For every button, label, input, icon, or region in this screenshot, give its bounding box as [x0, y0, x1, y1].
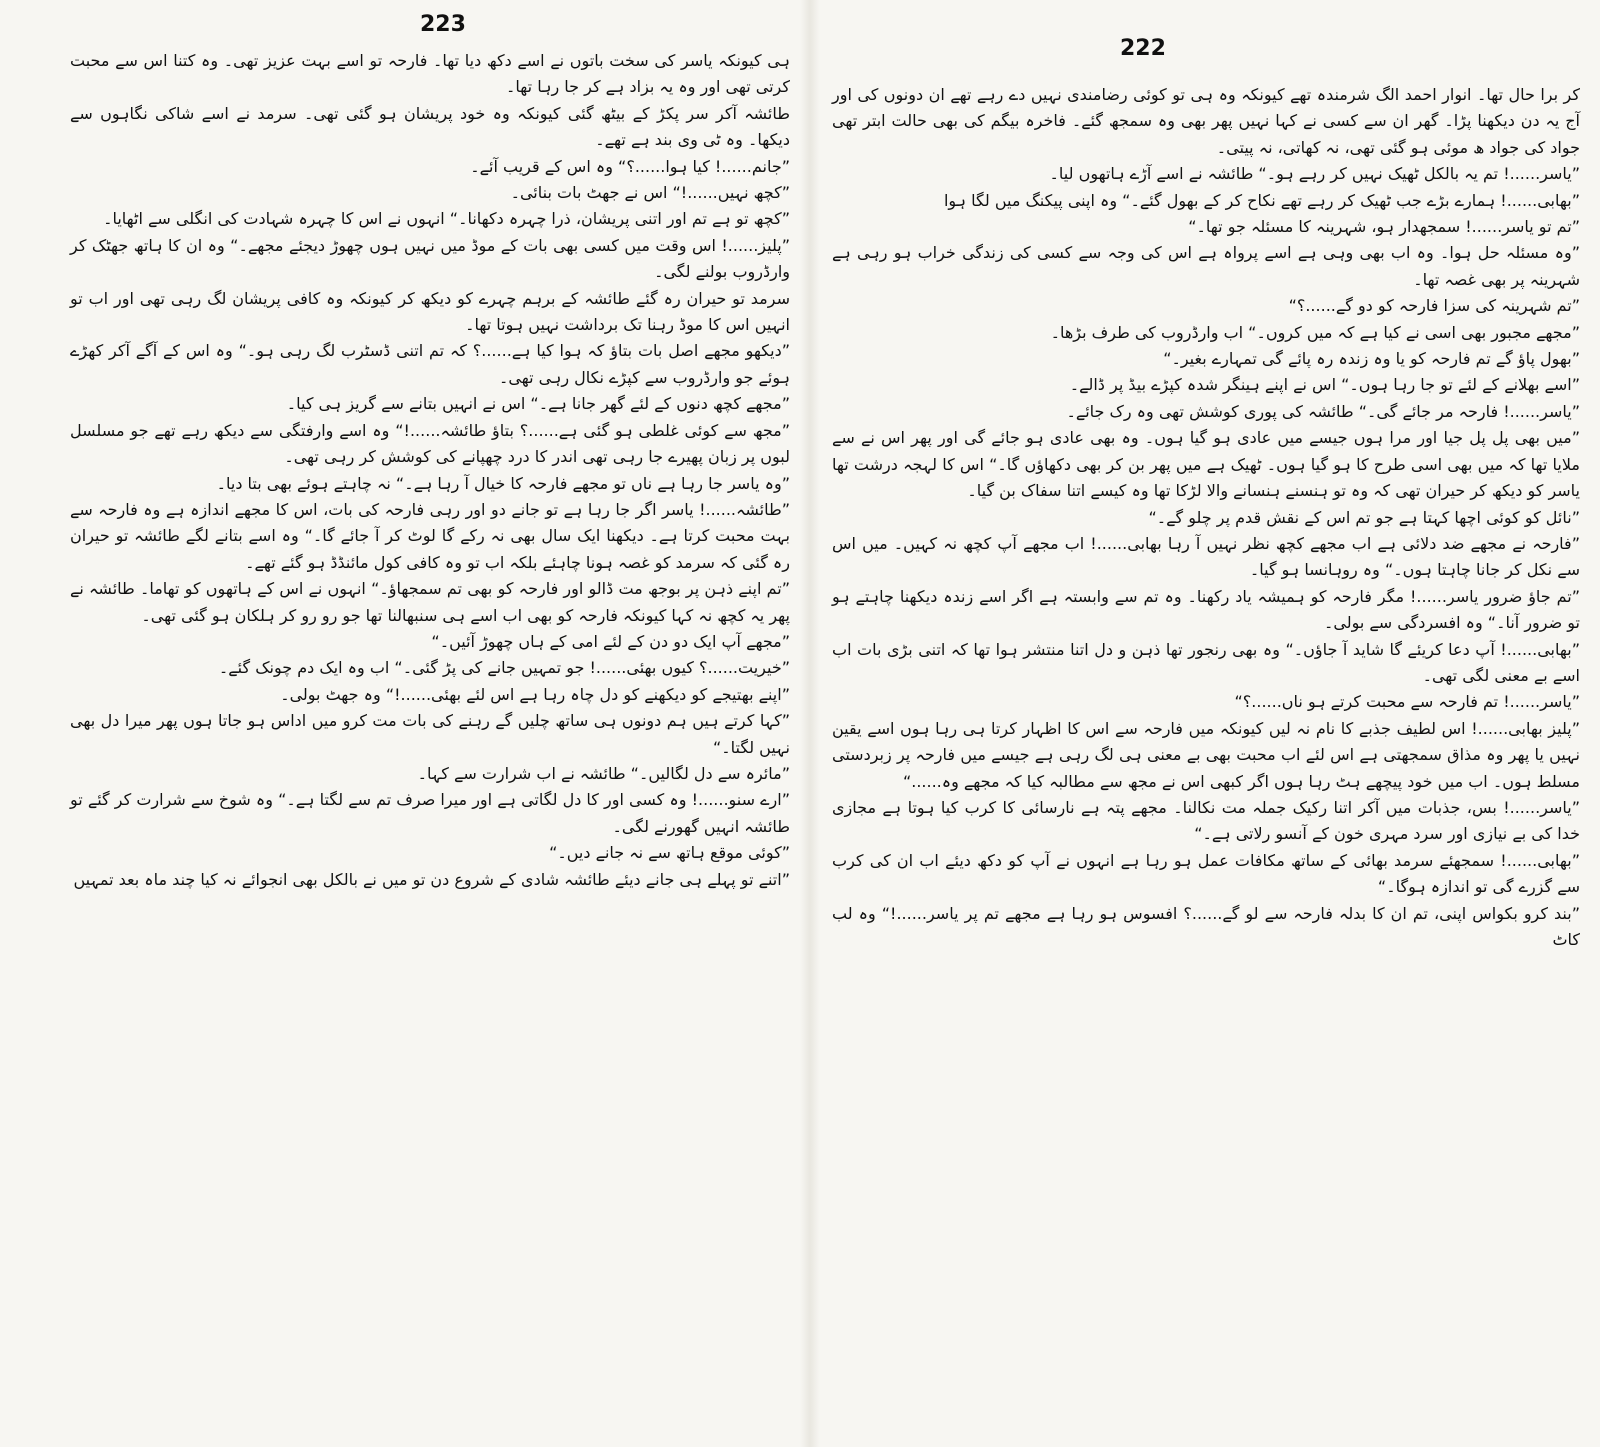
paragraph: ”اپنے بھتیجے کو دیکھنے کو دل چاہ رہا ہے اس لئے بھئی......!“ وہ جھٹ بولی۔: [280, 684, 790, 704]
paragraph: ”تم تو یاسر......! سمجھدار ہو، شہرینہ کا مسئلہ جو تھا۔“: [1188, 217, 1580, 237]
left-page-number: 223: [420, 12, 466, 37]
paragraph: ”مجھ سے کوئی غلطی ہو گئی ہے......؟ بتاؤ طائشہ......!“ وہ اسے وارفتگی سے دیکھ رہے تھے جو مسلسل لبوں پر زبان پھیرے جا رہی تھی اندر کا درد چھپانے کی کوشش کر رہی تھی۔: [70, 420, 790, 467]
right-page-text: [832, 82, 1580, 953]
paragraph: طائشہ آکر سر پکڑ کے بیٹھ گئی کیونکہ وہ خود پریشان ہو گئی تھی۔ سرمد نے اسے شاکی نگاہوں سے دیکھا۔ وہ ٹی وی بند ہے تھے۔: [70, 103, 790, 150]
paragraph: ”یاسر......! فارحہ مر جائے گی۔“ طائشہ کی پوری کوشش تھی وہ رک جائے۔: [1066, 401, 1580, 421]
paragraph: ”کچھ نہیں......!“ اس نے جھٹ بات بنائی۔: [510, 183, 790, 203]
paragraph: ”کوئی موقع ہاتھ سے نہ جانے دیں۔“: [549, 843, 790, 863]
paragraph: ”وہ یاسر جا رہا ہے ناں تو مجھے فارحہ کا خیال آ رہا ہے۔“ نہ چاہتے ہوئے بھی بتا دیا۔: [216, 473, 790, 493]
paragraph: ”ارے سنو......! وہ کسی اور کا دل لگاتی ہے اور میرا صرف تم سے لگتا ہے۔“ وہ شوخ سے شرارت کر گئے تو طائشہ انہیں گھورنے لگی۔: [70, 790, 790, 836]
paragraph: ”بھابی......! آپ دعا کریئے گا شاید آ جاؤں۔“ وہ بھی رنجور تھا ذہن و دل اتنا منتشر ہوا تھا کہ اتنی بڑی بات اب اسے بے معنی لگی تھی۔: [832, 639, 1580, 685]
paragraph: ہی کیونکہ یاسر کی سخت باتوں نے اسے دکھ دیا تھا۔ فارحہ تو اسے بہت عزیز تھی۔ وہ کتنا اس سے محبت کرتی تھی اور وہ یہ بزاد ہے کر جا رہا تھا۔: [70, 51, 790, 97]
left-page-text: [70, 48, 790, 893]
paragraph: ”تم اپنے ذہن پر بوجھ مت ڈالو اور فارحہ کو بھی تم سمجھاؤ۔“ انہوں نے اس کے ہاتھوں کو تھاما۔ طائشہ نے پھر یہ کچھ نہ کہا کیونکہ فارحہ کو بھی اب اسے ہی سنبھالنا تھا جو رو رو کر ہلکان ہو گئی تھی۔: [70, 579, 790, 625]
paragraph: ”یاسر......! بس، جذبات میں آکر اتنا رکیک جملہ مت نکالنا۔ مجھے پتہ ہے نارسائی کا کرب کیا ہوتا ہے مجازی خدا کی بے نیازی اور سرد مہری خون کے آنسو رلاتی ہے۔“: [832, 797, 1580, 844]
paragraph: ”اتنے تو پہلے ہی جانے دیئے طائشہ شادی کے شروع دن تو میں نے بالکل بھی انجوائے نہ کیا چند ماہ بعد تمہیں: [73, 869, 790, 889]
paragraph: کر برا حال تھا۔ انوار احمد الگ شرمندہ تھے کیونکہ وہ ہی تو کوئی رضامندی نہیں دے رہے تھے ان دونوں کی اور آج یہ دن دیکھنا پڑا۔ گھر ان سے کسی نے کہا نہیں پھر بھی وہ سمجھ گئے۔ فاخرہ بیگم کی بھی حالت ابتر تھی جواد کی جواد ھ موئی ہو گئی تھی، نہ کھاتی، نہ پیتی۔: [832, 85, 1580, 157]
paragraph: ”جانم......! کیا ہوا......؟“ وہ اس کے قریب آئے۔: [470, 156, 790, 176]
right-page-number: 222: [1120, 36, 1166, 61]
paragraph: ”خیریت......؟ کیوں بھئی......! جو تمہیں جانے کی پڑ گئی۔“ اب وہ ایک دم چونک گئے۔: [218, 658, 790, 678]
paragraph: ”تم جاؤ ضرور یاسر......! مگر فارحہ کو ہمیشہ یاد رکھنا۔ وہ تم سے وابستہ ہے اگر اسے زندہ دیکھنا چاہتے ہو تو ضرور آنا۔“ وہ افسردگی سے بولی۔: [832, 586, 1580, 633]
paragraph: ”نائل کو کوئی اچھا کہتا ہے جو تم اس کے نقش قدم پر چلو گے۔“: [1148, 507, 1580, 527]
book-gutter: [800, 0, 820, 1447]
paragraph: ”دیکھو مجھے اصل بات بتاؤ کہ ہوا کیا ہے......؟ کہ تم اتنی ڈسٹرب لگ رہی ہو۔“ وہ اس کے آگے آکر کھڑے ہوئے جو وارڈروب سے کپڑے نکال رہی تھی۔: [70, 341, 790, 387]
paragraph: ”طائشہ......! یاسر اگر جا رہا ہے تو جانے دو اور رہی فارحہ کی بات، اس کا مجھے اندازہ ہے وہ فارحہ سے بہت محبت کرتا ہے۔ دیکھنا ایک سال بھی نہ رکے گا لوٹ کر آ جائے گا۔“ وہ اسے بتانے لگے طائشہ تو حیران رہ گئی کہ سرمد کو غصہ ہونا چاہئے بلکہ اب تو وہ کافی کول مائنڈڈ ہو گئے تھے۔: [70, 499, 790, 572]
paragraph: ”وہ مسئلہ حل ہوا۔ وہ اب بھی وہی ہے اسے پرواہ ہے اس کی وجہ سے کسی کی زندگی خراب ہو رہی ہے شہرینہ پر بھی غصہ تھا۔: [832, 243, 1580, 289]
paragraph: ”فارحہ نے مجھے ضد دلائی ہے اب مجھے کچھ نظر نہیں آ رہا بھابی......! اب مجھے آپ کچھ نہ کہیں۔ میں اس سے نکل کر جانا چاہتا ہوں۔“ وہ روہانسا ہو گیا۔: [832, 533, 1580, 580]
paragraph: ”مجھے مجبور بھی اسی نے کیا ہے کہ میں کروں۔“ اب وارڈروب کی طرف بڑھا۔: [1050, 322, 1580, 342]
paragraph: ”مجھے کچھ دنوں کے لئے گھر جانا ہے۔“ اس نے انہیں بتانے سے گریز ہی کیا۔: [286, 394, 790, 414]
paragraph: ”اسے بھلانے کے لئے تو جا رہا ہوں۔“ اس نے اپنے ہینگر شدہ کپڑے بیڈ پر ڈالے۔: [1069, 375, 1580, 395]
paragraph: ”بھول پاؤ گے تم فارحہ کو یا وہ زندہ رہ پائے گی تمہارے بغیر۔“: [1163, 349, 1580, 369]
paragraph: ”میں بھی پل پل جیا اور مرا ہوں جیسے میں عادی ہو گیا ہوں۔ وہ بھی عادی ہو جائے گی اور پھر اس نے سے ملایا تھا کہ میں بھی اسی طرح کا ہو گیا ہوں۔ ٹھیک ہے میں پھر بن کر بھی دکھاؤں گا۔“ اس کا لہجہ درشت تھا یاسر کو دیکھ کر حیران تھی کہ وہ تو ہنسنے ہنسانے والا لڑکا تھا وہ کیسے اتنا سفاک بن گیا۔: [832, 428, 1580, 501]
paragraph: ”مائرہ سے دل لگالیں۔“ طائشہ نے اب شرارت سے کہا۔: [417, 763, 790, 783]
paragraph: ”کہا کرتے ہیں ہم دونوں ہی ساتھ چلیں گے رہنے کی بات مت کرو میں اداس ہو جاتا ہوں پھر میرا دل بھی نہیں لگتا۔“: [70, 711, 790, 757]
paragraph: ”بھابی......! ہمارے بڑے جب ٹھیک کر رہے تھے نکاح کر کے بھول گئے۔“ وہ اپنی پیکنگ میں لگا ہوا: [943, 190, 1580, 210]
paragraph: سرمد تو حیران رہ گئے طائشہ کے برہم چہرے کو دیکھ کر کیونکہ وہ کافی پریشان لگ رہی تھی اور اب تو انہیں اس کا موڈ رہنا تک برداشت نہیں ہوتا تھا۔: [70, 288, 790, 335]
paragraph: ”مجھے آپ ایک دو دن کے لئے امی کے ہاں چھوڑ آئیں۔“: [431, 631, 790, 651]
paragraph: ”تم شہرینہ کی سزا فارحہ کو دو گے......؟“: [1288, 296, 1580, 316]
paragraph: ”بند کرو بکواس اپنی، تم ان کا بدلہ فارحہ سے لو گے......؟ افسوس ہو رہا ہے مجھے تم پر یاسر......!“ وہ لب کاٹ: [832, 903, 1580, 949]
paragraph: ”کچھ تو ہے تم اور اتنی پریشان، ذرا چہرہ دکھانا۔“ انہوں نے اس کا چہرہ شہادت کی انگلی سے اٹھایا۔: [103, 209, 790, 229]
paragraph: ”پلیز بھابی......! اس لطیف جذبے کا نام نہ لیں کیونکہ میں فارحہ سے اس کا اظہار کرتا ہی رہا ہوں اسے یقین نہیں یا پھر وہ مذاق سمجھتی ہے اس لئے اب محبت بھی بے معنی ہی لگ رہی ہے جیسے میں فارحہ پر زبردستی مسلط ہوں۔ اب میں خود پیچھے ہٹ رہا ہوں اگر کبھی اس نے مجھ سے مطالبہ کیا کہ مجھے وہ......“: [832, 718, 1580, 791]
paragraph: ”یاسر......! تم یہ بالکل ٹھیک نہیں کر رہے ہو۔“ طائشہ نے اسے آڑے ہاتھوں لیا۔: [1049, 164, 1580, 184]
paragraph: ”یاسر......! تم فارحہ سے محبت کرتے ہو ناں......؟“: [1234, 692, 1580, 712]
paragraph: ”بھابی......! سمجھئے سرمد بھائی کے ساتھ مکافات عمل ہو رہا ہے انہوں نے آپ کو دکھ دیئے اب ان کی کرب سے گزرے گی تو اندازہ ہوگا۔“: [832, 850, 1580, 897]
paragraph: ”پلیز......! اس وقت میں کسی بھی بات کے موڈ میں نہیں ہوں چھوڑ دیجئے مجھے۔“ وہ ان کا ہاتھ جھٹک کر وارڈروب بولنے لگی۔: [70, 235, 790, 282]
